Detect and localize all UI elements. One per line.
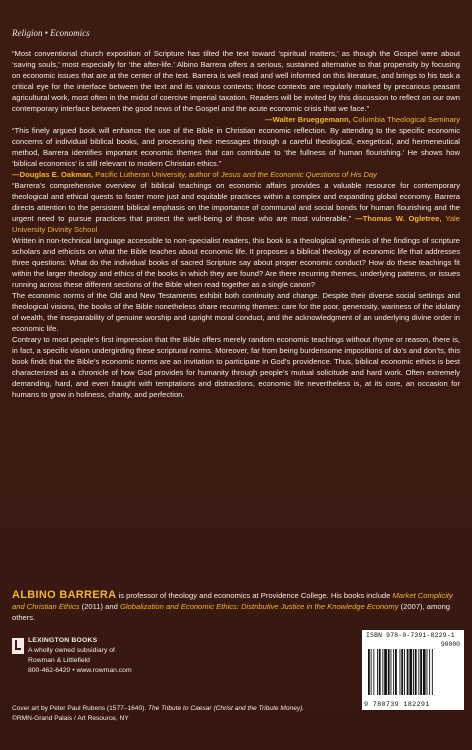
description-paragraph-2: The economic norms of the Old and New Testaments exhibit both continuity and change. Despite their diverse social settings and theological visions, the books of the Bible nonetheless share recurring themes: care for the poor, generosity, wariness of the idolatry of wealth, the inseparability of genuine worship and upright moral conduct, and the acknowledgment of an underlying divine order in economic life.	[12, 291, 460, 333]
author-bio-text: (2007), among others.	[12, 602, 451, 622]
blurb-brueggemann	[12, 48, 460, 125]
barcode-digits: 9 780739 182291	[364, 701, 430, 709]
publisher-block	[12, 636, 242, 676]
price-code: 90000	[440, 641, 460, 648]
barcode-box	[362, 630, 464, 710]
author-bio	[12, 590, 460, 623]
description-paragraph-3: Contrary to most people’s first impression that the Bible offers merely random economic teachings without rhyme or reason, there is, in fact, a specific vision undergirding these scriptural norms. Moreover, far from being burdensome impositions of do’s and don’ts, this book finds that the Bible’s economic norms are an invitation to participate in God’s providence. Thus, biblical economic ethics is best characterized as a chronicle of how God provides for humanity through people’s mutual solicitude and hard work. Often extremely demanding, hard, and even fraught with temptations and distractions, economic life nevertheless is, at its core, an occasion for humans to grow in holiness, charity, and perfection.	[12, 335, 460, 399]
author-name: ALBINO BARRERA	[12, 589, 117, 601]
blurb-text: “This finely argued book will enhance the use of the Bible in Christian economic reflection. By attending to the specific economic concerns of individual biblical books, and processing their messages through a careful theological, exegetical, and hermeneutical method, Barrera identifies important economic themes that can contribute to ‘the fullness of human flourishing.’ He shows how ‘biblical economics’ is still relevant to modern Christian ethics.”	[12, 126, 460, 168]
author-book-2: Globalization and Economic Ethics: Distributive Justice in the Knowledge Economy	[119, 602, 399, 611]
publisher-contact: 800-462-6420 • www.rowman.com	[28, 667, 132, 674]
publisher-line: A wholly owned subsidiary of	[28, 647, 115, 654]
isbn-label: ISBN 978-0-7391-8229-1	[366, 632, 455, 639]
blurb-affiliation: Yale University Divinity School	[12, 214, 460, 234]
main-content	[12, 48, 460, 400]
description-paragraph-1: Written in non-technical language accessible to non-specialist readers, this book is a theological synthesis of the findings of scripture scholars and ethicists on what the Bible teaches about economic life. It proposes a biblical theology of economic life that addresses three questions: What do the individual books of sacred Scripture say about proper economic conduct? How do these teachings fit within the larger theology and ethics of the books in which they are found? Are there recurring themes, underlying patterns, or issues running across these different sections of the Bible when read together as a single canon?	[12, 236, 460, 289]
publisher-text	[28, 636, 242, 676]
author-bio-text: (2011) and	[79, 602, 120, 611]
credit-title: The Tribute to Caesar (Christ and the Tribute Money).	[147, 705, 305, 712]
publisher-name: LEXINGTON BOOKS	[28, 637, 98, 644]
blurb-attribution	[12, 114, 460, 125]
author-book-1: Market Complicity and Christian Ethics	[12, 591, 453, 611]
author-bio-text: is professor of theology and economics at Providence College. His books include	[116, 591, 393, 600]
blurb-oakman	[12, 125, 460, 180]
barcode-icon	[366, 649, 460, 699]
credit-prefix: Cover art by Peter Paul Rubens (1577–1640).	[12, 705, 148, 712]
cover-art-credit	[12, 704, 460, 724]
publisher-logo-icon	[12, 638, 24, 654]
credit-line-1	[12, 704, 460, 714]
blurb-affiliation: Pacific Lutheran University, author of	[95, 170, 219, 179]
blurb-attribution	[12, 169, 460, 180]
blurb-text: “Most conventional church exposition of Scripture has tilted the text toward ‘spiritual matters,’ as though the Gospel were about ‘saving souls,’ most especially for ‘the after-life.’ Albino Barrera offers a serious, sustained alternative to that propensity by focusing on economic issues that are at the center of the text. Barrera is well read and well informed on this literature, and brings to his task a critical eye for the interface between the text and its various contexts; those contexts are regularly marked by precarious peasant agricultural work, most often in the midst of coercive imperial taxation. Readers will be invited by this discussion to reflect on our own contemporary interface between the good news of the Gospel and the acute economic crisis that we face.”	[12, 49, 460, 113]
blurb-book-title: Jesus and the Economic Questions of His Day	[220, 170, 377, 179]
publisher-line: Rowman & Littlefield	[28, 657, 90, 664]
blurb-author: —Douglas E. Oakman,	[12, 170, 94, 179]
blurb-ogletree	[12, 180, 460, 235]
category-label: Religion • Economics	[12, 28, 90, 38]
credit-line-2: ©RMN-Grand Palais / Art Resource, NY	[12, 715, 129, 722]
blurb-author: —Walter Brueggemann,	[265, 115, 351, 124]
blurb-text: “Barrera’s comprehensive overview of biblical teachings on economic affairs provides a valuable resource for contemporary theological and ethical quests to foster more just and equitable practices within a complex and expanding global economy. Barrera directs attention to the persistent biblical emphasis on the importance of communal and social bonds for human flourishing and the urgent need to pursue practices that protect the well-being of those who are most vulnerable.”	[12, 181, 460, 223]
blurb-author: —Thomas W. Ogletree,	[355, 214, 442, 223]
blurb-affiliation: Columbia Theological Seminary	[352, 115, 460, 124]
